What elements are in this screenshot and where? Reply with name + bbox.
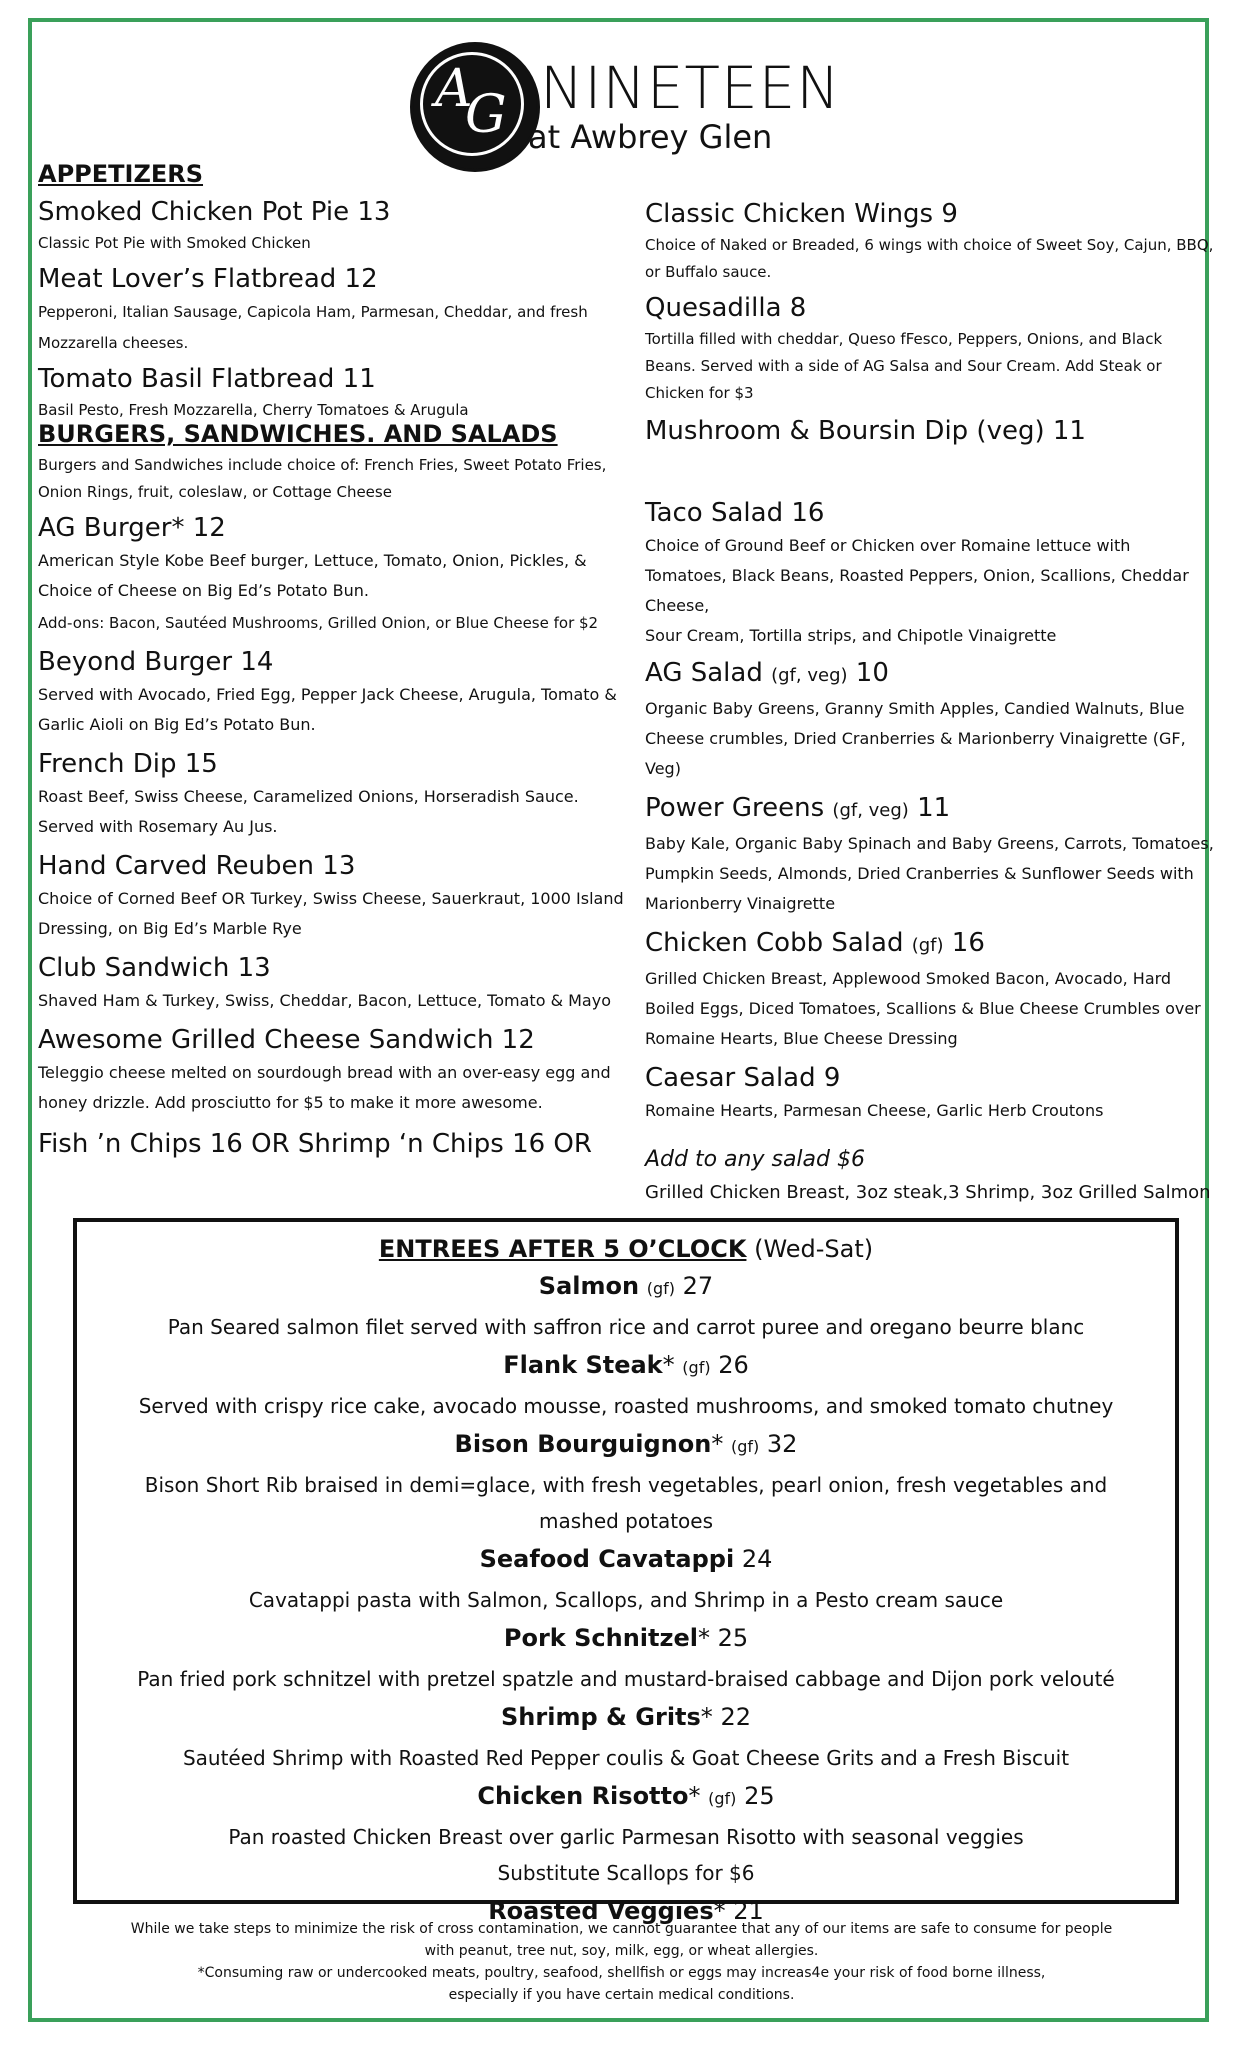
entree-name: Seafood Cavatappi: [479, 1545, 735, 1573]
entrees-heading-text: ENTREES AFTER 5 O’CLOCK: [378, 1235, 747, 1263]
burger-item-title: Club Sandwich 13: [38, 953, 271, 983]
burgers-intro: Burgers and Sandwiches include choice of: French Fries, Sweet Potato Fries, Onion Rings, fruit, coleslaw, or Cottage Cheese: [38, 456, 607, 501]
burger-item-title: Hand Carved Reuben 13: [38, 851, 356, 881]
entree-star: *: [700, 1703, 713, 1731]
diet-tag: (gf, veg): [832, 800, 909, 821]
appetizer-item-desc: Choice of Naked or Breaded, 6 wings with choice of Sweet Soy, Cajun, BBQ, or Buffalo sauce.: [645, 236, 1214, 281]
burger-item-title: AG Burger* 12: [38, 513, 226, 543]
entree-desc: Sautéed Shrimp with Roasted Red Pepper coulis & Goat Cheese Grits and a Fresh Biscuit: [182, 1746, 1070, 1770]
appetizer-item-desc: Classic Pot Pie with Smoked Chicken: [38, 234, 311, 252]
appetizer-item-title: Mushroom & Boursin Dip (veg) 11: [645, 416, 1086, 446]
salad-item-title: [645, 790, 1215, 829]
burger-item-addons: Add-ons: Bacon, Sautéed Mushrooms, Grilled Onion, or Blue Cheese for $2: [38, 614, 599, 632]
appetizers-heading: APPETIZERS: [38, 160, 204, 188]
entree-price: 32: [766, 1430, 798, 1458]
salad-item-desc: Choice of Ground Beef or Chicken over Romaine lettuce with Tomatoes, Black Beans, Roasted Peppers, Onion, Scallions, Cheddar Cheese,: [645, 536, 1189, 615]
entree-star: *: [697, 1624, 710, 1652]
salad-price: 16: [951, 928, 985, 958]
entree-star: *: [688, 1782, 701, 1810]
entree-title: [77, 1539, 1175, 1582]
salad-item-desc: Grilled Chicken Breast, Applewood Smoked Bacon, Avocado, Hard Boiled Eggs, Diced Tomatoes, Scallions & Blue Cheese Crumbles over Romaine Hearts, Blue Cheese Dressing: [645, 969, 1201, 1048]
burger-item-desc: Shaved Ham & Turkey, Swiss, Cheddar, Bacon, Lettuce, Tomato & Mayo: [38, 991, 611, 1010]
burger-item-desc: Teleggio cheese melted on sourdough bread with an over-easy egg and honey drizzle. Add prosciutto for $5 to make it more awesome.: [38, 1063, 611, 1112]
entree-title: [77, 1618, 1175, 1661]
entree-title: [77, 1776, 1175, 1819]
entree-desc: Served with crispy rice cake, avocado mousse, roasted mushrooms, and smoked tomato chutney: [138, 1394, 1114, 1418]
entree-star: *: [711, 1430, 724, 1458]
salad-item-desc: Baby Kale, Organic Baby Spinach and Baby Greens, Carrots, Tomatoes, Pumpkin Seeds, Almonds, Dried Cranberries & Sunflower Seeds with Marionberry Vinaigrette: [645, 834, 1214, 913]
entree-desc: Cavatappi pasta with Salmon, Scallops, and Shrimp in a Pesto cream sauce: [248, 1588, 1004, 1612]
salad-item-title: Taco Salad 16: [645, 498, 825, 528]
disclaimer-line: with peanut, tree nut, soy, milk, egg, or wheat allergies.: [424, 1943, 819, 1959]
ag-logo: [410, 42, 540, 172]
appetizer-item-title: Tomato Basil Flatbread 11: [38, 364, 376, 394]
restaurant-name: NINETEEN: [540, 54, 841, 122]
diet-tag: (gf): [730, 1437, 760, 1456]
disclaimer-line: While we take steps to minimize the risk of cross contamination, we cannot guarantee that any of our items are safe to consume for people: [130, 1921, 1113, 1937]
disclaimer-line: especially if you have certain medical conditions.: [448, 1987, 795, 2003]
entree-name: Salmon: [538, 1272, 640, 1300]
restaurant-subtitle: at Awbrey Glen: [528, 118, 773, 156]
salad-name: Power Greens: [645, 793, 825, 823]
diet-tag: (gf): [646, 1279, 676, 1298]
add-to-salad-title: Add to any salad $6: [645, 1147, 865, 1172]
salad-name: Chicken Cobb Salad: [645, 928, 904, 958]
entree-title: [77, 1697, 1175, 1740]
salad-name: AG Salad: [645, 658, 763, 688]
entree-price: 21: [733, 1897, 764, 1925]
disclaimer-line: *Consuming raw or undercooked meats, poultry, seafood, shellfish or eggs may increas4e your risk of food borne illness,: [197, 1965, 1046, 1981]
salad-price: 10: [855, 658, 889, 688]
salad-item-title: [645, 655, 1215, 694]
burger-item-title: Beyond Burger 14: [38, 647, 274, 677]
salad-item-desc: Romaine Hearts, Parmesan Cheese, Garlic Herb Croutons: [645, 1101, 1104, 1120]
allergy-disclaimer: [60, 1918, 1183, 2006]
entree-name: Bison Bourguignon: [454, 1430, 712, 1458]
logo-letter-g: G: [465, 85, 507, 145]
appetizer-item-desc: Basil Pesto, Fresh Mozzarella, Cherry Tomatoes & Arugula: [38, 401, 469, 419]
entree-title: [77, 1345, 1175, 1388]
entree-name: Roasted Veggies: [488, 1897, 714, 1925]
entree-star: *: [662, 1351, 675, 1379]
entrees-heading-days: (Wed-Sat): [754, 1235, 874, 1263]
appetizer-item-title: Quesadilla 8: [645, 293, 807, 323]
entree-star: *: [713, 1897, 726, 1925]
salad-item-title: Caesar Salad 9: [645, 1063, 841, 1093]
diet-tag: (gf): [708, 1789, 737, 1808]
entrees-box: [73, 1218, 1179, 1925]
burgers-heading: BURGERS, SANDWICHES. AND SALADS: [38, 420, 558, 448]
burger-item-title: Fish ’n Chips 16 OR Shrimp ‘n Chips 16 OR: [38, 1129, 592, 1159]
left-column: [38, 160, 638, 1162]
entree-price: 24: [741, 1545, 773, 1573]
entree-name: Shrimp & Grits: [501, 1703, 701, 1731]
burger-item-desc: Served with Avocado, Fried Egg, Pepper Jack Cheese, Arugula, Tomato & Garlic Aioli on Big Ed’s Potato Bun.: [38, 685, 617, 734]
appetizer-item-desc: Tortilla filled with cheddar, Queso fFesco, Peppers, Onions, and Black Beans. Served with a side of AG Salsa and Sour Cream. Add Steak or Chicken for $3: [645, 330, 1163, 402]
salad-item-desc-extra: Sour Cream, Tortilla strips, and Chipotle Vinaigrette: [645, 626, 1057, 645]
diet-tag: (gf): [682, 1358, 711, 1377]
entree-name: Chicken Risotto: [477, 1782, 689, 1810]
entree-desc: Pan Seared salmon filet served with saffron rice and carrot puree and oregano beurre blanc: [167, 1315, 1085, 1339]
entree-name: Flank Steak: [503, 1351, 663, 1379]
entree-desc: Pan fried pork schnitzel with pretzel spatzle and mustard-braised cabbage and Dijon pork velouté: [137, 1667, 1115, 1691]
diet-tag: (gf, veg): [771, 665, 848, 686]
appetizer-item-title: Smoked Chicken Pot Pie 13: [38, 197, 391, 227]
salad-item-desc: Organic Baby Greens, Granny Smith Apples, Candied Walnuts, Blue Cheese crumbles, Dried Cranberries & Marionberry Vinaigrette (GF, Veg): [645, 699, 1186, 778]
entree-title: [77, 1424, 1175, 1467]
entrees-heading: [77, 1232, 1175, 1266]
salad-price: 11: [917, 793, 951, 823]
logo-letter-a: A: [435, 59, 473, 119]
diet-tag: (gf): [911, 935, 944, 956]
entree-price: 22: [720, 1703, 751, 1731]
burger-item-title: Awesome Grilled Cheese Sandwich 12: [38, 1025, 535, 1055]
burger-item-desc: Choice of Corned Beef OR Turkey, Swiss Cheese, Sauerkraut, 1000 Island Dressing, on Big Ed’s Marble Rye: [38, 889, 624, 938]
entree-desc-extra: Substitute Scallops for $6: [497, 1861, 755, 1885]
appetizer-item-desc: Pepperoni, Italian Sausage, Capicola Ham, Parmesan, Cheddar, and fresh Mozzarella cheeses.: [38, 303, 588, 352]
entree-desc: Bison Short Rib braised in demi=glace, with fresh vegetables, pearl onion, fresh vegetables and mashed potatoes: [144, 1473, 1108, 1533]
entree-price: 25: [717, 1624, 749, 1652]
add-to-salad-desc: Grilled Chicken Breast, 3oz steak,3 Shrimp, 3oz Grilled Salmon: [645, 1182, 1211, 1203]
entree-price: 26: [718, 1351, 749, 1379]
entree-desc: Pan roasted Chicken Breast over garlic Parmesan Risotto with seasonal veggies: [228, 1825, 1024, 1849]
salad-item-title: [645, 925, 1215, 964]
entree-title: [77, 1266, 1175, 1309]
burger-item-desc: Roast Beef, Swiss Cheese, Caramelized Onions, Horseradish Sauce. Served with Rosemary Au Jus.: [38, 787, 579, 836]
burger-item-desc: American Style Kobe Beef burger, Lettuce, Tomato, Onion, Pickles, & Choice of Cheese on Big Ed’s Potato Bun.: [38, 551, 587, 600]
entree-price: 27: [682, 1272, 714, 1300]
entree-name: Pork Schnitzel: [503, 1624, 698, 1652]
right-column: [645, 160, 1215, 1208]
entree-price: 25: [744, 1782, 775, 1810]
burger-item-title: French Dip 15: [38, 749, 218, 779]
appetizer-item-title: Classic Chicken Wings 9: [645, 199, 958, 229]
appetizer-item-title: Meat Lover’s Flatbread 12: [38, 264, 378, 294]
